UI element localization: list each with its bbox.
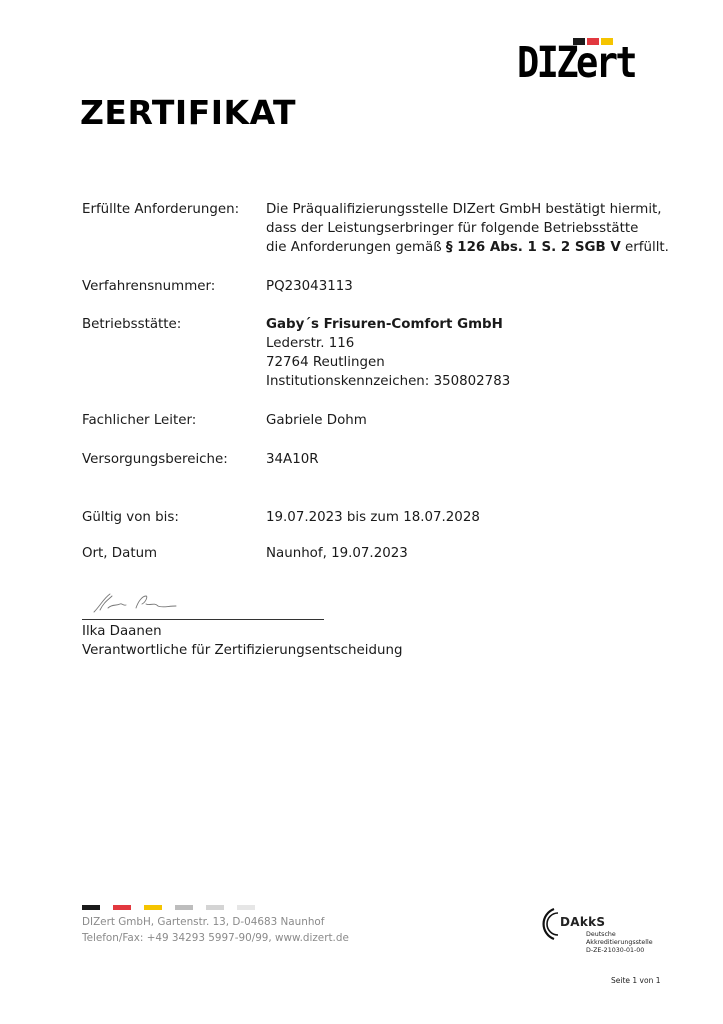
procedure-number-value: PQ23043113 — [266, 279, 353, 294]
dizert-logo — [517, 36, 637, 86]
legal-reference: § 126 Abs. 1 S. 2 SGB V — [445, 240, 621, 255]
technical-lead-value: Gabriele Dohm — [266, 413, 367, 428]
signatory-name: Ilka Daanen — [82, 624, 162, 639]
footer-stripe-5 — [206, 905, 224, 910]
dakks-line-1: Deutsche — [586, 931, 616, 938]
place-date-value: Naunhof, 19.07.2023 — [266, 546, 408, 561]
footer-color-stripes — [82, 905, 255, 910]
requirements-prefix: die Anforderungen gemäß — [266, 240, 446, 255]
facility-value — [266, 315, 510, 391]
place-date-label: Ort, Datum — [82, 546, 158, 561]
procedure-number-label: Verfahrensnummer: — [82, 279, 216, 294]
signature-image — [90, 588, 190, 616]
dakks-name: DAkkS — [560, 915, 606, 929]
footer-address — [82, 914, 349, 946]
facility-label: Betriebsstätte: — [82, 317, 182, 332]
dakks-line-2: Akkreditierungsstelle — [586, 939, 653, 947]
footer-stripe-6 — [237, 905, 255, 910]
facility-street: Lederstr. 116 — [266, 336, 355, 351]
facility-name: Gaby´s Frisuren-Comfort GmbH — [266, 317, 503, 332]
validity-label: Gültig von bis: — [82, 510, 179, 525]
signatory-block — [82, 622, 402, 660]
dakks-seal — [538, 903, 678, 961]
signature-line — [82, 619, 324, 620]
requirements-text — [266, 200, 669, 257]
footer-stripe-4 — [175, 905, 193, 910]
facility-ik: Institutionskennzeichen: 350802783 — [266, 374, 511, 389]
requirements-label: Erfüllte Anforderungen: — [82, 202, 240, 217]
footer-stripe-2 — [113, 905, 131, 910]
facility-city: 72764 Reutlingen — [266, 355, 385, 370]
requirements-line-2: dass der Leistungserbringer für folgende Betriebsstätte — [266, 221, 639, 236]
logo-text: DIZert — [517, 38, 636, 88]
footer-stripe-1 — [82, 905, 100, 910]
footer-address-line-1: DIZert GmbH, Gartenstr. 13, D-04683 Naunhof — [82, 916, 325, 928]
footer-address-line-2: Telefon/Fax: +49 34293 5997-90/99, www.dizert.de — [82, 932, 349, 944]
requirements-line-1: Die Präqualifizierungsstelle DIZert GmbH bestätigt hiermit, — [266, 202, 662, 217]
requirements-line-3 — [266, 238, 669, 257]
supply-areas-value: 34A10R — [266, 452, 319, 467]
validity-value: 19.07.2023 bis zum 18.07.2028 — [266, 510, 480, 525]
page-title: ZERTIFIKAT — [80, 93, 297, 132]
dakks-details — [586, 931, 653, 956]
dakks-line-3: D-ZE-21030-01-00 — [586, 947, 645, 955]
requirements-suffix: erfüllt. — [620, 240, 669, 255]
footer-stripe-3 — [144, 905, 162, 910]
supply-areas-label: Versorgungsbereiche: — [82, 452, 228, 467]
page-number: Seite 1 von 1 — [611, 976, 661, 985]
signatory-role: Verantwortliche für Zertifizierungsentscheidung — [82, 643, 403, 658]
technical-lead-label: Fachlicher Leiter: — [82, 413, 197, 428]
